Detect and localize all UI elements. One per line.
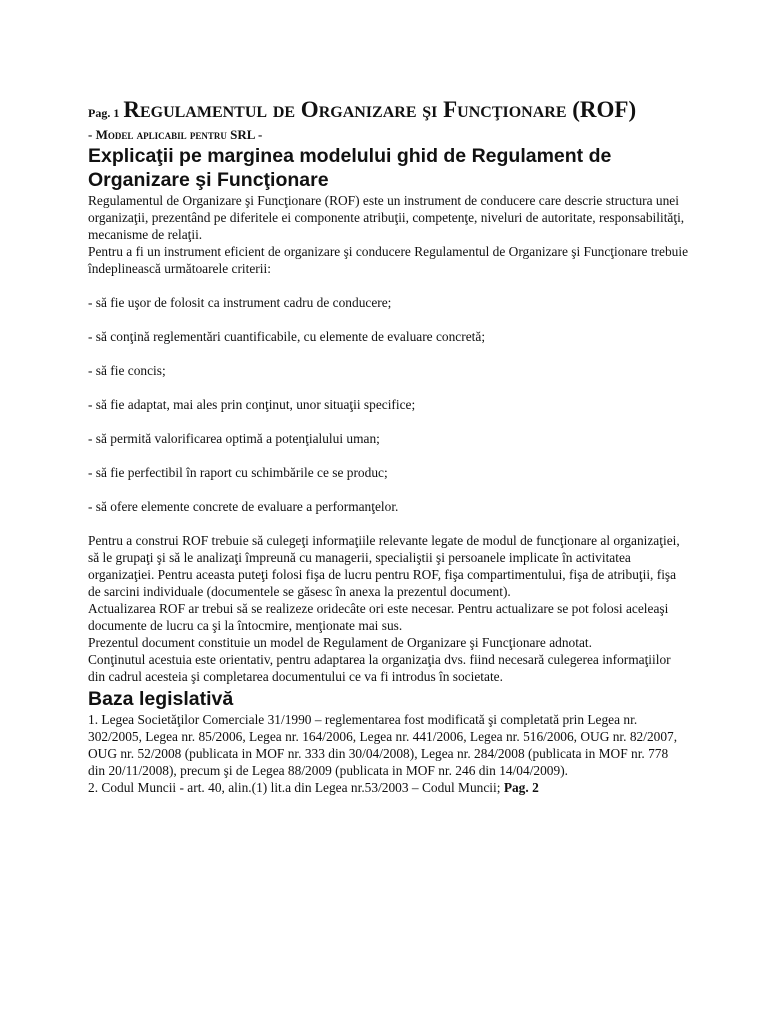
list-item: - să fie perfectibil în raport cu schimbările ce se produc;	[88, 465, 388, 480]
list-item: - să fie uşor de folosit ca instrument cadru de conducere;	[88, 295, 392, 310]
legal-item-2: 2. Codul Muncii - art. 40, alin.(1) lit.a din Legea nr.53/2003 – Codul Muncii; Pag. 2	[88, 780, 539, 795]
section-heading-baza: Baza legislativă	[88, 688, 234, 710]
paragraph-orientativ: Conţinutul acestuia este orientativ, pentru adaptarea la organizaţia dvs. fiind necesară culegerea informaţiilor din cadrul acesteia şi completarea documentului ce va fi introdus în societate.	[88, 652, 671, 684]
list-item: - să permită valorificarea optimă a potenţialului uman;	[88, 431, 380, 446]
list-item: - să fie concis;	[88, 363, 166, 378]
title-text: Regulamentul de Organizare şi Funcţionare (ROF)	[123, 97, 637, 122]
paragraph-criteria: Pentru a fi un instrument eficient de organizare şi conducere Regulamentul de Organizare şi Funcţionare trebuie îndeplinească următoarele criterii:	[88, 244, 689, 276]
paragraph-model: Prezentul document constituie un model de Regulament de Organizare şi Funcţionare adnotat.	[88, 635, 592, 650]
paragraph-actualizare: Actualizarea ROF ar trebui să se realizeze oridecâte ori este necesar. Pentru actualizare se pot folosi aceleaşi documente de lucru ca şi la întocmire, menţionate mai sus.	[88, 601, 669, 633]
document-body	[88, 96, 688, 796]
paragraph-construire: Pentru a construi ROF trebuie să culegeţi informaţiile relevante legate de modul de funcţionare al organizaţiei, să le grupaţi şi să le analizaţi împreună cu managerii, specialiştii şi persoanele implicate în activitatea organizaţiei. Pentru aceasta puteţi folosi fişa de lucru pentru ROF, fişa compartimentului, fişa de atribuţii, fişa de sarcini individuale (documentele se găsesc în anexa la prezentul document).	[88, 533, 680, 599]
page-marker-2: Pag. 2	[503, 780, 539, 795]
paragraph-intro: Regulamentul de Organizare şi Funcţionare (ROF) este un instrument de conducere care descrie structura unei organizaţii, prezentând pe diferitele ei componente atribuţii, competenţe, niveluri de autoritate, responsabilităţi, mecanisme de relaţii.	[88, 193, 685, 242]
list-item: - să conţină reglementări cuantificabile, cu elemente de evaluare concretă;	[88, 329, 486, 344]
legal-item-1: 1. Legea Societăţilor Comerciale 31/1990 – reglementarea fost modificată şi completată prin Legea nr. 302/2005, Legea nr. 85/2006, Legea nr. 164/2006, Legea nr. 441/2006, Legea nr. 516/2006, OUG nr. 82/2007, OUG nr. 52/2008 (publicata in MOF nr. 333 din 30/04/2008), Legea nr. 284/2008 (publicata in MOF nr. 778 din 20/11/2008), precum şi de Legea 88/2009 (publicata in MOF nr. 246 din 14/04/2009).	[88, 712, 678, 778]
document-title	[88, 96, 688, 127]
list-item: - să ofere elemente concrete de evaluare a performanţelor.	[88, 499, 399, 514]
criteria-list	[88, 294, 688, 515]
list-item: - să fie adaptat, mai ales prin conţinut, unor situaţii specifice;	[88, 397, 416, 412]
document-subtitle: - Model aplicabil pentru SRL -	[88, 127, 263, 142]
page-marker-1: Pag. 1	[88, 106, 120, 120]
section-heading-explicatii: Explicaţii pe marginea modelului ghid de Regulament de Organizare şi Funcţionare	[88, 145, 612, 191]
